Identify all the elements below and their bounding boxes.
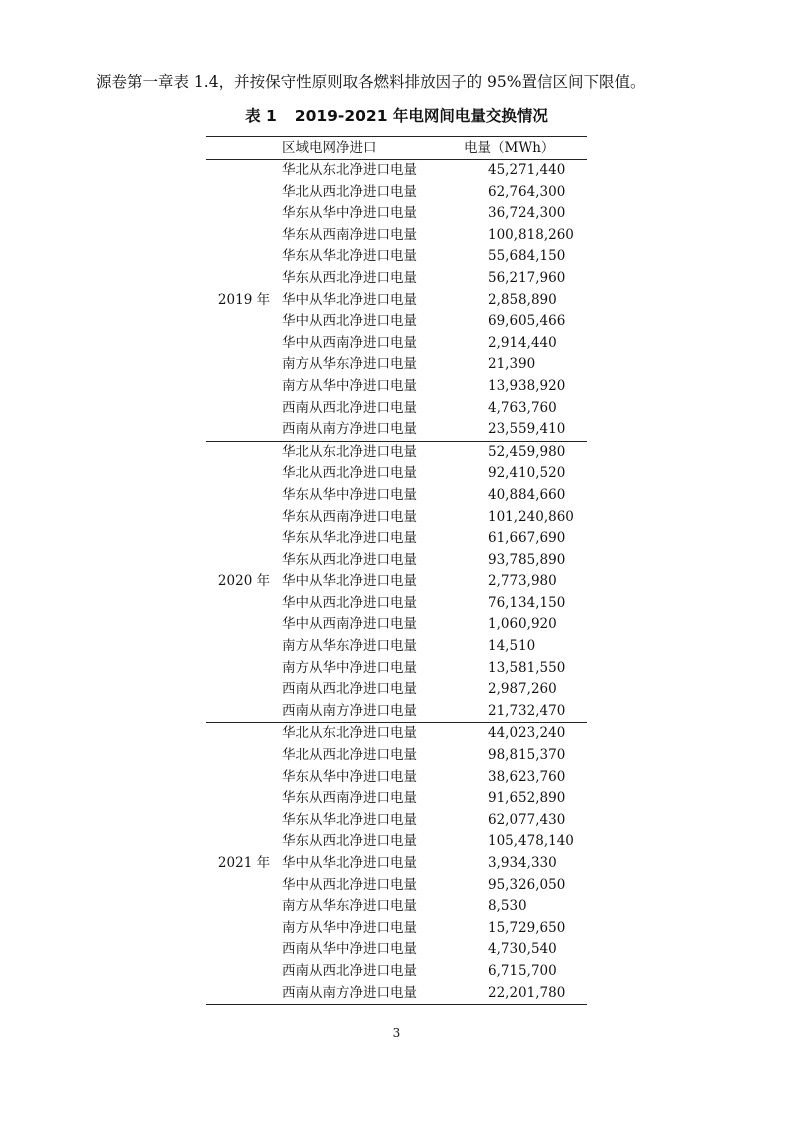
year-cell: 2021 年 (217, 855, 271, 871)
item-cell: 南方从华中净进口电量 (282, 377, 417, 394)
intro-paragraph: 源卷第一章表 1.4，并按保守性原则取各燃料排放因子的 95%置信区间下限值。 (96, 73, 646, 91)
year-group (206, 160, 587, 442)
value-cell: 23,559,410 (488, 421, 566, 438)
item-cell: 华东从华中净进口电量 (282, 205, 417, 222)
value-cell: 40,884,660 (488, 486, 566, 503)
value-cell: 8,530 (488, 898, 527, 915)
value-cell: 22,201,780 (488, 984, 566, 1001)
value-cell: 2,773,980 (488, 573, 557, 590)
item-cell: 华东从西北净进口电量 (282, 551, 417, 568)
item-cell: 华北从西北净进口电量 (282, 183, 417, 200)
item-cell: 西南从西北净进口电量 (282, 681, 417, 698)
table-row (206, 441, 587, 463)
value-cell: 3,934,330 (488, 855, 557, 871)
item-cell: 华北从东北净进口电量 (282, 162, 417, 178)
item-cell: 西南从西北净进口电量 (282, 962, 417, 979)
value-cell: 69,605,466 (488, 313, 566, 330)
value-cell: 95,326,050 (488, 876, 566, 893)
item-cell: 华中从西北净进口电量 (282, 594, 417, 611)
value-cell: 2,914,440 (488, 334, 557, 351)
value-cell: 1,060,920 (488, 616, 557, 633)
value-cell: 6,715,700 (488, 962, 557, 979)
value-cell: 76,134,150 (488, 594, 566, 611)
item-cell: 西南从南方净进口电量 (282, 984, 417, 1001)
value-cell: 91,652,890 (488, 790, 566, 807)
item-cell: 华中从西北净进口电量 (282, 876, 417, 893)
item-cell: 华中从西南净进口电量 (282, 616, 417, 633)
table-number: 表 1 (245, 107, 277, 125)
item-cell: 华北从西北净进口电量 (282, 465, 417, 482)
value-cell: 105,478,140 (488, 833, 574, 850)
header-year (206, 137, 282, 160)
item-cell: 西南从西北净进口电量 (282, 399, 417, 416)
year-cell: 2020 年 (217, 573, 271, 590)
page-number: 3 (392, 1026, 401, 1040)
item-cell: 华北从东北净进口电量 (282, 443, 417, 460)
item-cell: 华北从西北净进口电量 (282, 747, 417, 764)
value-cell: 45,271,440 (488, 162, 566, 178)
item-cell: 华北从东北净进口电量 (282, 725, 417, 742)
value-cell: 15,729,650 (488, 919, 566, 936)
value-cell: 13,938,920 (488, 377, 566, 394)
value-cell: 14,510 (488, 638, 536, 655)
item-cell: 华中从华北净进口电量 (282, 291, 417, 308)
item-cell: 华东从华北净进口电量 (282, 530, 417, 547)
table-header (206, 137, 587, 160)
value-cell: 21,390 (488, 356, 536, 373)
value-cell: 36,724,300 (488, 205, 566, 222)
year-group (206, 723, 587, 1005)
table-title: 2019-2021 年电网间电量交换情况 (294, 107, 548, 125)
item-cell: 西南从南方净进口电量 (282, 702, 417, 719)
item-cell: 华东从西北净进口电量 (282, 269, 417, 286)
item-cell: 西南从华中净进口电量 (282, 941, 417, 958)
year-group (206, 441, 587, 723)
value-cell: 52,459,980 (488, 443, 566, 460)
table-row (206, 723, 587, 745)
item-cell: 华中从西北净进口电量 (282, 313, 417, 330)
value-cell: 2,987,260 (488, 681, 557, 698)
value-cell: 56,217,960 (488, 269, 566, 286)
value-cell: 13,581,550 (488, 659, 566, 676)
electricity-exchange-table (206, 136, 587, 1005)
item-cell: 南方从华东净进口电量 (282, 356, 417, 373)
item-cell: 华东从西南净进口电量 (282, 508, 417, 525)
value-cell: 21,732,470 (488, 702, 566, 719)
item-cell: 华东从西南净进口电量 (282, 790, 417, 807)
value-cell: 4,730,540 (488, 941, 557, 958)
header-value: 电量（MWh） (464, 140, 555, 156)
item-cell: 南方从华中净进口电量 (282, 919, 417, 936)
item-cell: 华东从华中净进口电量 (282, 486, 417, 503)
year-cell: 2019 年 (217, 291, 271, 308)
value-cell: 61,667,690 (488, 530, 566, 547)
item-cell: 南方从华东净进口电量 (282, 898, 417, 915)
item-cell: 华东从西北净进口电量 (282, 833, 417, 850)
item-cell: 华东从华中净进口电量 (282, 768, 417, 785)
item-cell: 华东从华北净进口电量 (282, 248, 417, 265)
item-cell: 西南从南方净进口电量 (282, 421, 417, 438)
value-cell: 100,818,260 (488, 226, 574, 243)
value-cell: 44,023,240 (488, 725, 566, 742)
item-cell: 华东从华北净进口电量 (282, 811, 417, 828)
value-cell: 62,764,300 (488, 183, 566, 200)
item-cell: 南方从华中净进口电量 (282, 659, 417, 676)
item-cell: 华中从华北净进口电量 (282, 855, 417, 871)
value-cell: 2,858,890 (488, 291, 557, 308)
value-cell: 38,623,760 (488, 768, 566, 785)
table-row (206, 160, 587, 182)
value-cell: 101,240,860 (488, 508, 574, 525)
value-cell: 62,077,430 (488, 811, 566, 828)
header-item: 区域电网净进口 (282, 140, 377, 156)
value-cell: 92,410,520 (488, 465, 566, 482)
value-cell: 93,785,890 (488, 551, 566, 568)
item-cell: 华东从西南净进口电量 (282, 226, 417, 243)
value-cell: 55,684,150 (488, 248, 566, 265)
value-cell: 98,815,370 (488, 747, 566, 764)
header-row (206, 137, 587, 160)
item-cell: 华中从华北净进口电量 (282, 573, 417, 590)
item-cell: 华中从西南净进口电量 (282, 334, 417, 351)
item-cell: 南方从华东净进口电量 (282, 638, 417, 655)
value-cell: 4,763,760 (488, 399, 557, 416)
table-caption (0, 104, 793, 128)
